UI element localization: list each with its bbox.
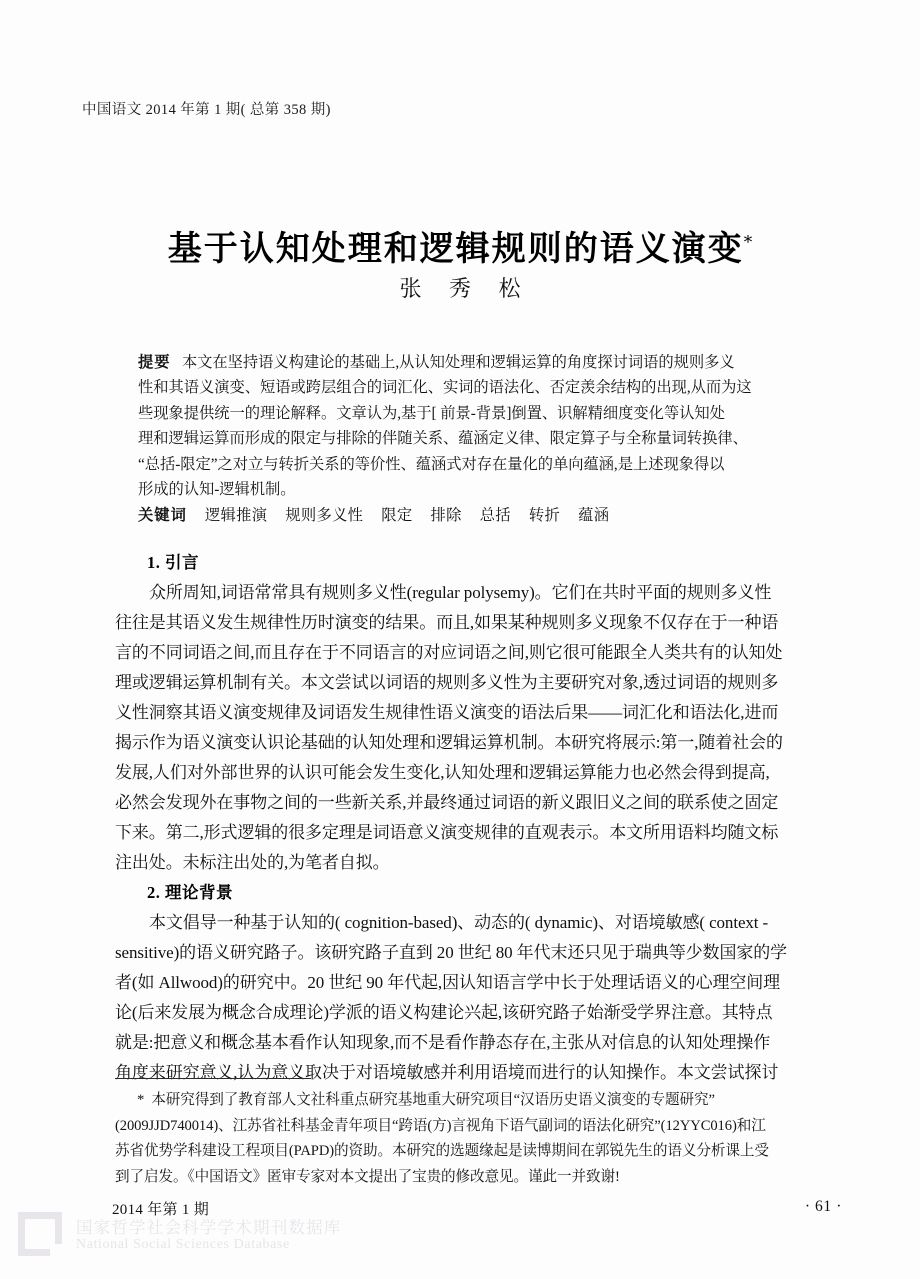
- author-name: 张 秀 松: [399, 276, 532, 301]
- body-line: sensitive)的语义研究路子。该研究路子直到 20 世纪 80 年代末还只见于瑞典等少数国家的学: [115, 943, 788, 962]
- title-text: 基于认知处理和逻辑规则的语义演变: [167, 228, 744, 269]
- running-head: 中国语文 2014 年第 1 期( 总第 358 期): [82, 102, 331, 118]
- database-logo-icon: [18, 1212, 66, 1260]
- body-line: 揭示作为语义演变认识论基础的认知处理和逻辑运算机制。本研究将展示:第一,随着社会的: [115, 733, 783, 752]
- watermark-chinese: 国家哲学社会科学学术期刊数据库: [76, 1218, 342, 1237]
- title-footnote-marker: *: [743, 232, 753, 253]
- watermark-english: National Social Sciences Database: [76, 1237, 290, 1253]
- abstract-line: “总括-限定”之对立与转折关系的等价性、蕴涵式对存在量化的单向蕴涵,是上述现象得以: [138, 455, 725, 473]
- footnote-line: 苏省优势学科建设工程项目(PAPD)的资助。本研究的选题缘起是读博期间在郭锐先生的语义分析课上受: [115, 1143, 769, 1159]
- footnote-line: 到了启发。《中国语文》匿审专家对本文提出了宝贵的修改意见。谨此一并致谢!: [115, 1168, 620, 1185]
- watermark-text: [76, 1218, 342, 1254]
- section-heading-1: 1. 引言: [147, 553, 199, 572]
- body-line: 理或逻辑运算机制有关。本文尝试以词语的规则多义性为主要研究对象,透过词语的规则多: [115, 673, 779, 692]
- abstract-line: [138, 350, 792, 375]
- keyword-item: 蕴涵: [578, 507, 610, 524]
- page-number: · 61 ·: [804, 1198, 842, 1215]
- abstract-label: 提要: [138, 354, 171, 371]
- abstract-line: 性和其语义演变、短语或跨层组合的词汇化、实词的语法化、否定羡余结构的出现,从而为这: [138, 379, 752, 397]
- body-line: 发展,人们对外部世界的认识可能会发生变化,认知处理和逻辑运算能力也必然会得到提高,: [115, 763, 770, 782]
- page-title: [0, 221, 920, 270]
- keyword-item: 排除: [430, 507, 462, 524]
- body-line: 必然会发现外在事物之间的一些新关系,并最终通过词语的新义跟旧义之间的联系使之固定: [115, 793, 779, 812]
- body-column: [115, 548, 805, 1088]
- abstract-line: 形成的认知-逻辑机制。: [138, 481, 296, 499]
- keywords-block: [138, 503, 609, 528]
- keyword-item: 总括: [479, 507, 511, 524]
- keyword-item: 逻辑推演: [204, 507, 268, 524]
- body-line: 往往是其语义发生规律性历时演变的结果。而且,如果某种规则多义现象不仅存在于一种语: [115, 613, 779, 632]
- footer-issue: 2014 年第 1 期: [112, 1202, 210, 1218]
- keywords-label: 关键词: [138, 507, 187, 524]
- footnote-rule: [115, 1078, 311, 1079]
- watermark: [18, 1212, 342, 1260]
- body-line: 注出处。未标注出处的,为笔者自拟。: [115, 853, 390, 872]
- body-line: 者(如 Allwood)的研究中。20 世纪 90 年代起,因认知语言学中长于处理话语义的心理空间理: [115, 973, 781, 992]
- body-line: 言的不同词语之间,而且存在于不同语言的对应词语之间,则它很可能跟全人类共有的认知处: [115, 643, 783, 662]
- body-line: 就是:把意义和概念基本看作认知现象,而不是看作静态存在,主张从对信息的认知处理操作: [115, 1033, 771, 1052]
- body-line: 义性洞察其语义演变规律及词语发生规律性语义演变的语法后果——词汇化和语法化,进而: [115, 703, 779, 722]
- keyword-item: 转折: [528, 507, 561, 524]
- body-line: 下来。第二,形式逻辑的很多定理是词语意义演变规律的直观表示。本文所用语料均随文标: [115, 823, 779, 842]
- body-line: 本文倡导一种基于认知的( cognition-based)、动态的( dynamic)、对语境敏感( context -: [149, 913, 769, 932]
- keyword-item: 规则多义性: [285, 507, 364, 524]
- section-heading-2: 2. 理论背景: [147, 883, 233, 902]
- footnote-line: [115, 1088, 815, 1114]
- keyword-item: 限定: [381, 507, 413, 524]
- body-line: 角度来研究意义,认为意义取决于对语境敏感并利用语境而进行的认知操作。本文尝试探讨: [115, 1063, 779, 1082]
- body-line: 论(后来发展为概念合成理论)学派的语义构建论兴起,该研究路子始渐受学界注意。其特点: [115, 1003, 773, 1022]
- abstract-block: [138, 350, 792, 502]
- footnote-block: [115, 1088, 815, 1190]
- abstract-line: 些现象提供统一的理论解释。文章认为,基于[ 前景-背景]倒置、识解精细度变化等认知处: [138, 404, 725, 422]
- footnote-marker: *: [137, 1092, 145, 1108]
- footnote-text: 本研究得到了教育部人文社科重点研究基地重大研究项目“汉语历史语义演变的专题研究”: [151, 1092, 715, 1108]
- body-line: 众所周知,词语常常具有规则多义性(regular polysemy)。它们在共时平面的规则多义性: [149, 583, 772, 602]
- abstract-text: 本文在坚持语义构建论的基础上,从认知处理和逻辑运算的角度探讨词语的规则多义: [181, 354, 735, 371]
- abstract-line: 理和逻辑运算而形成的限定与排除的伴随关系、蕴涵定义律、限定算子与全称量词转换律、: [138, 430, 748, 448]
- footnote-line: (2009JJD740014)、江苏省社科基金青年项目“跨语(方)言视角下语气副词的语法化研究”(12YYC016)和江: [115, 1117, 766, 1134]
